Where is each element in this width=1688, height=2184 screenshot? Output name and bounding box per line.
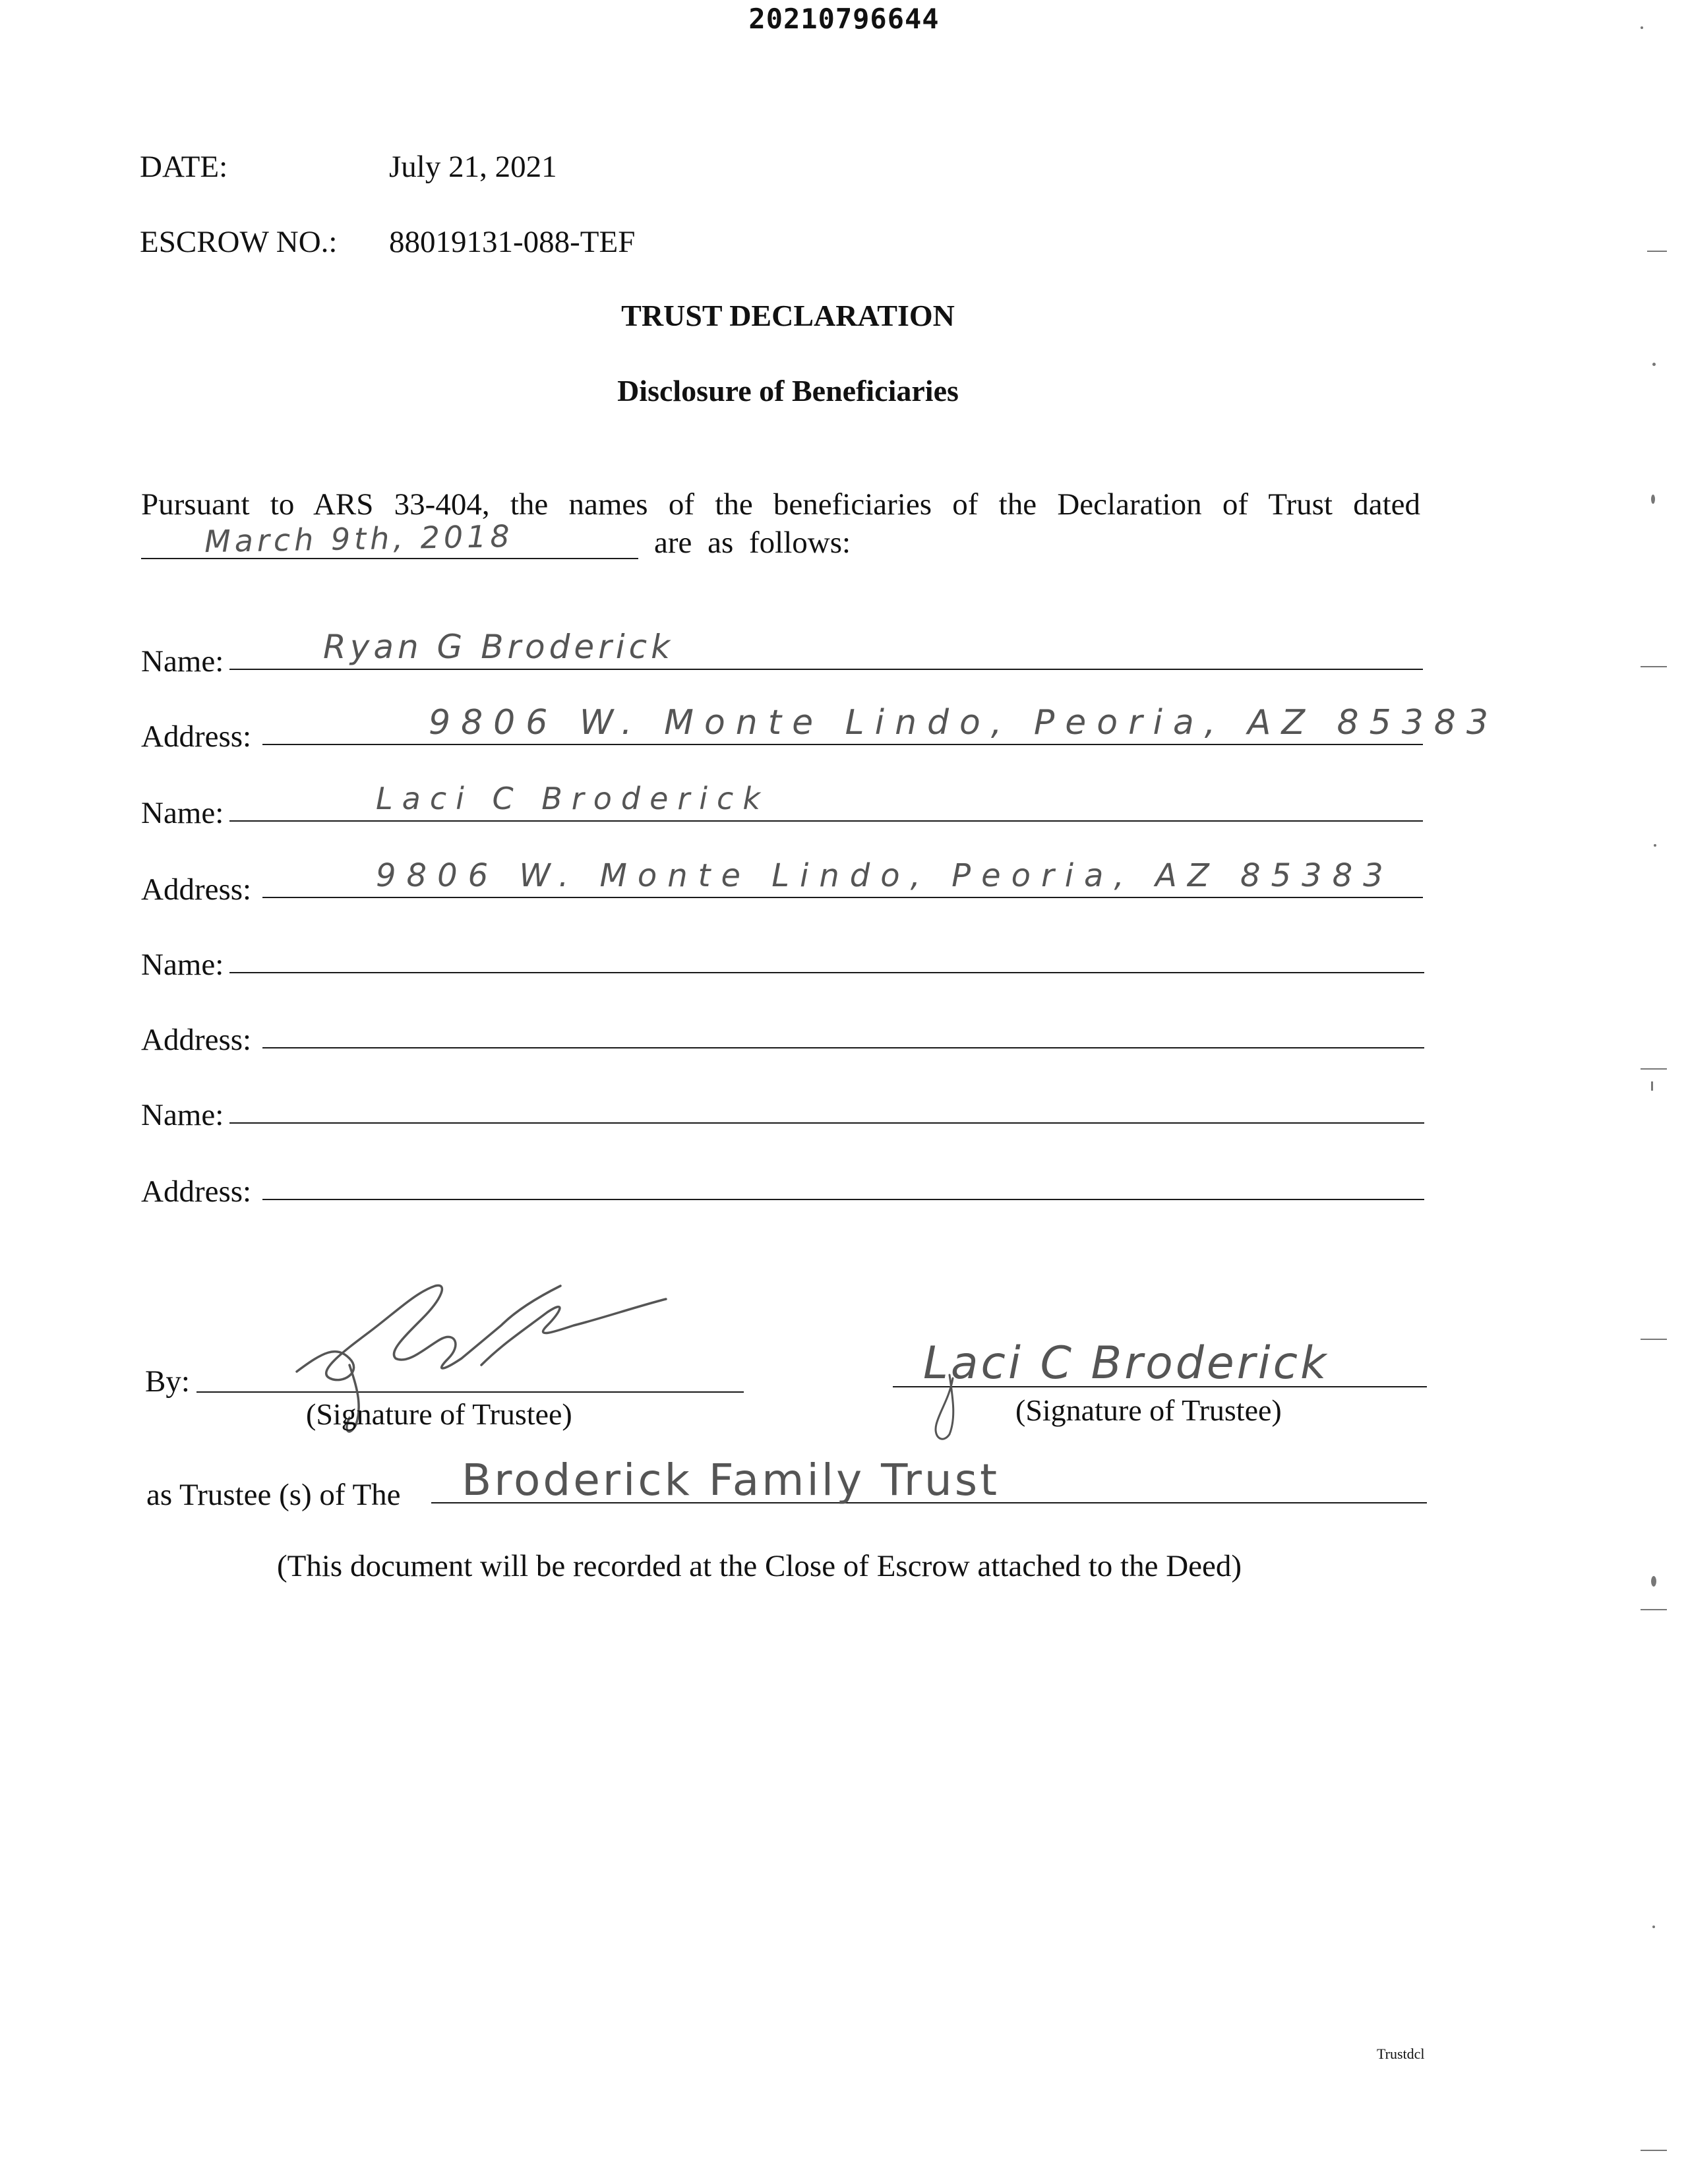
name-line-2	[229, 820, 1423, 822]
document-subtitle: Disclosure of Beneficiaries	[617, 374, 959, 408]
scan-speck	[1652, 1926, 1655, 1928]
name-line-3	[229, 972, 1424, 973]
date-value: July 21, 2021	[389, 150, 557, 184]
name-label-4: Name:	[141, 1098, 224, 1132]
escrow-value: 88019131-088-TEF	[389, 225, 636, 259]
recording-note: (This document will be recorded at the Close of Escrow attached to the Deed)	[277, 1549, 1242, 1583]
by-label: By:	[145, 1364, 190, 1399]
address-label-3: Address:	[141, 1023, 252, 1057]
trust-name-handwritten: Broderick Family Trust	[462, 1455, 1000, 1505]
address-label-2: Address:	[141, 872, 252, 907]
name-label-3: Name:	[141, 948, 224, 982]
scan-speck	[1651, 1081, 1653, 1091]
name-line-4	[229, 1122, 1424, 1124]
scan-speck	[1641, 1068, 1667, 1070]
address-line-2	[262, 897, 1423, 898]
address-line-4	[262, 1199, 1424, 1200]
date-label: DATE:	[140, 150, 228, 184]
intro-line-2: are as follows:	[654, 526, 851, 560]
address-label-4: Address:	[141, 1174, 252, 1209]
scan-speck	[1641, 26, 1643, 29]
beneficiary-address-1: 9806 W. Monte Lindo, Peoria, AZ 85383	[429, 703, 1499, 743]
document-title: TRUST DECLARATION	[621, 299, 955, 332]
trustee1-caption: (Signature of Trustee)	[306, 1397, 572, 1431]
intro-line-1: Pursuant to ARS 33-404, the names of the beneficiaries of the Declaration of Trust dated	[141, 487, 1420, 522]
trustee2-signature: Laci C Broderick	[923, 1337, 1329, 1389]
beneficiary-name-1: Ryan G Broderick	[323, 628, 675, 666]
name-label-1: Name:	[141, 644, 224, 679]
scan-speck	[1641, 2150, 1667, 2151]
address-label-1: Address:	[141, 719, 252, 754]
scan-speck	[1641, 1609, 1667, 1610]
trustee2-signature-loop	[923, 1372, 976, 1444]
name-line-1	[229, 669, 1423, 670]
trustee1-signature-image	[284, 1273, 745, 1471]
scan-speck	[1652, 363, 1656, 366]
scan-speck	[1651, 495, 1655, 504]
beneficiary-name-2: Laci C Broderick	[376, 781, 769, 816]
scan-speck	[1647, 251, 1667, 252]
scan-speck	[1641, 1339, 1667, 1340]
trustee2-caption: (Signature of Trustee)	[1015, 1393, 1282, 1427]
document-number: 20210796644	[748, 3, 940, 35]
trust-date-handwritten: March 9th, 2018	[204, 518, 514, 560]
scan-speck	[1654, 844, 1656, 847]
scan-edge-artifacts	[1627, 0, 1673, 2184]
escrow-label: ESCROW NO.:	[140, 225, 338, 259]
scan-speck	[1651, 1576, 1656, 1587]
address-line-1	[262, 744, 1423, 745]
scan-speck	[1641, 666, 1667, 667]
footer-code: Trustdcl	[1377, 2046, 1425, 2062]
name-label-2: Name:	[141, 796, 224, 830]
trustee-of-label: as Trustee (s) of The	[146, 1478, 401, 1512]
beneficiary-address-2: 9806 W. Monte Lindo, Peoria, AZ 85383	[376, 857, 1394, 894]
address-line-3	[262, 1047, 1424, 1048]
